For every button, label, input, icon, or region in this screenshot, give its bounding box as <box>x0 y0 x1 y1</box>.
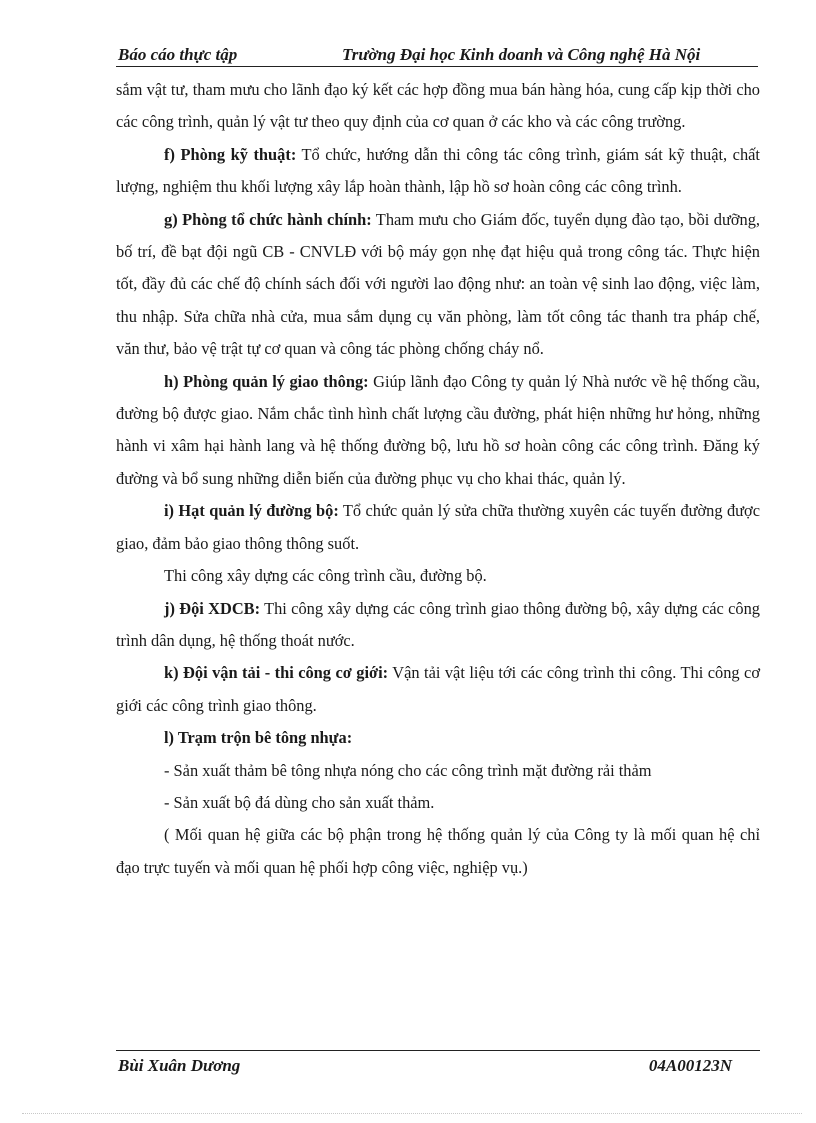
paragraph-text: Tham mưu cho Giám đốc, tuyển dụng đào tạo, bồi dưỡng, bố trí, đề bạt đội ngũ CB - CNVLĐ với bộ máy gọn nhẹ đạt hiệu quả trong công tác. Thực hiện tốt, đầy đủ các chế độ chính sách đối với người lao động như: an toàn vệ sinh lao động, việc làm, thu nhập. Sửa chữa nhà cửa, mua sắm dụng cụ văn phòng, làm tốt công tác thanh tra pháp chế, văn thư, bảo vệ trật tự cơ quan và công tác phòng chống cháy nổ. <box>116 209 761 359</box>
paragraph-text: Vận tải vật liệu tới các công trình thi công. Thi công cơ giới các công trình giao thông. <box>116 663 760 715</box>
page-header <box>116 42 758 67</box>
section-heading: i) Hạt quản lý đường bộ: <box>164 501 339 521</box>
paragraph-xdcb-team <box>116 593 760 658</box>
paragraph-traffic-dept <box>116 366 760 496</box>
section-heading: f) Phòng kỹ thuật: <box>164 144 297 164</box>
paragraph-technical-dept <box>116 139 760 204</box>
paragraph-text: Thi công xây dựng các công trình giao thông đường bộ, xây dựng các công trình dân dụng, hệ thống thoát nước. <box>116 598 760 650</box>
paragraph-admin-dept <box>116 204 760 366</box>
paragraph-road-management <box>116 495 760 560</box>
list-item: - Sản xuất thảm bê tông nhựa nóng cho các công trình mặt đường rải thảm <box>164 760 652 780</box>
paragraph-text: Tổ chức, hướng dẫn thi công tác công trình, giám sát kỹ thuật, chất lượng, nghiệm thu khối lượng xây lắp hoàn thành, lập hồ sơ hoàn công các công trình. <box>116 144 760 197</box>
paragraph-transport-team <box>116 657 760 722</box>
page-bottom-divider <box>22 1113 802 1114</box>
list-item: - Sản xuất bộ đá dùng cho sản xuất thảm. <box>164 792 435 812</box>
section-heading: j) Đội XDCB: <box>164 598 261 618</box>
footer-student-code: 04A00123N <box>648 1056 732 1075</box>
header-report-title: Báo cáo thực tập <box>118 45 238 64</box>
paragraph-asphalt-station <box>116 722 760 754</box>
section-heading: h) Phòng quản lý giao thông: <box>164 371 369 391</box>
page-footer <box>116 1050 760 1075</box>
paragraph-continuation: sắm vật tư, tham mưu cho lãnh đạo ký kết các hợp đồng mua bán hàng hóa, cung cấp kịp thời cho các công trình, quản lý vật tư theo quy định của cơ quan ở các kho và các công trường. <box>116 80 760 132</box>
paragraph-text: Giúp lãnh đạo Công ty quản lý Nhà nước về hệ thống cầu, đường bộ được giao. Nắm chắc tình hình chất lượng cầu đường, phát hiện những hư hỏng, những hành vi xâm hại hành lang và hệ thống đường bộ, lưu hồ sơ hoàn công các công trình. Đăng ký đường và bổ sung những diễn biến của đường phục vụ cho khai thác, quản lý. <box>116 371 761 488</box>
paragraph-relationship-note: ( Mối quan hệ giữa các bộ phận trong hệ thống quản lý của Công ty là mối quan hệ chỉ đạo trực tuyến và mối quan hệ phối hợp công việc, nghiệp vụ.) <box>116 825 760 877</box>
paragraph-text: Tổ chức quản lý sửa chữa thường xuyên các tuyến đường được giao, đảm bảo giao thông thông suốt. <box>116 501 760 553</box>
section-heading: g) Phòng tổ chức hành chính: <box>164 209 372 229</box>
section-heading: l) Trạm trộn bê tông nhựa: <box>164 728 353 748</box>
section-heading: k) Đội vận tải - thi công cơ giới: <box>164 663 389 683</box>
footer-author: Bùi Xuân Dương <box>118 1056 241 1075</box>
document-body <box>116 74 760 884</box>
header-university: Trường Đại học Kinh doanh và Công nghệ Hà Nội <box>342 45 701 64</box>
paragraph-construction: Thi công xây dựng các công trình cầu, đường bộ. <box>164 566 487 586</box>
